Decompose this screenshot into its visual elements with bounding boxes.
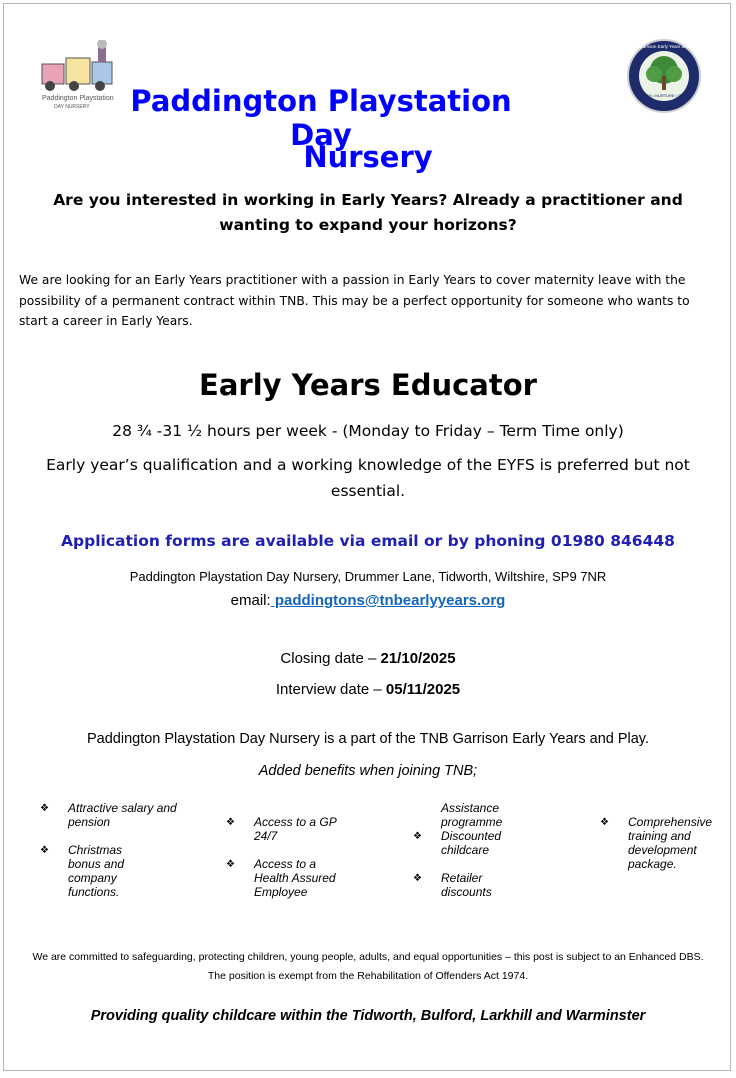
logo-left-text: Paddington Playstation [42,95,114,102]
logo-right-text: TNB Garrison Early Years and Play [628,44,700,49]
intro-question: Are you interested in working in Early Years? Already a practitioner and wanting to expand your horizons? [53,191,683,234]
bullet-diamond-icon: ❖ [600,817,609,828]
logo-left-sub: DAY NURSERY [54,104,90,110]
closing-date-value: 21/10/2025 [380,650,456,667]
benefits-list [0,800,736,910]
bullet-diamond-icon: ❖ [226,817,235,828]
page-title-line1: Paddington Playstation Day [130,84,512,152]
bullet-diamond-icon: ❖ [413,873,422,884]
benefit-item: Access to a Health Assured Employee [254,857,336,899]
email-link[interactable]: paddingtons@tnbearlyyears.org [270,592,506,609]
safeguarding-statement [0,948,736,986]
interview-date [0,681,736,698]
benefit-item: Comprehensive training and development package. [628,815,713,871]
closing-date-label: Closing date – [280,650,381,667]
email-label: email: [230,592,271,609]
benefit-item: Retailer discounts [441,871,492,899]
application-headline: Application forms are available via email or by phoning 01980 846448 [61,532,675,550]
benefit-item: Christmas bonus and company functions. [68,843,125,899]
bullet-diamond-icon: ❖ [40,845,49,856]
bullet-diamond-icon: ❖ [226,859,235,870]
intro-paragraph: We are looking for an Early Years practitioner with a passion in Early Years to cover maternity leave with the possibility of a permanent contract within TNB. This may be a perfect opportunity for someone who wants to start a career in Early Years. [19,273,690,328]
interview-date-value: 05/11/2025 [385,681,461,698]
part-of-statement: Paddington Playstation Day Nursery is a part of the TNB Garrison Early Years and Play. [86,731,650,747]
email-row [0,592,736,609]
job-title: Early Years Educator [199,368,537,402]
page-title-line2: Nursery [303,140,433,174]
tnb-logo [626,38,702,114]
job-qualification: Early year’s qualification and a working knowledge of the EYFS is preferred but not essential. [46,456,690,500]
benefit-item-continued: Assistance programme [441,801,503,829]
nursery-address: Paddington Playstation Day Nursery, Drummer Lane, Tidworth, Wiltshire, SP9 7NR [129,569,607,584]
benefit-item: Discounted childcare [441,829,502,857]
safeguarding-text: We are committed to safeguarding, protecting children, young people, adults, and equal opportunities – this post is subject to an Enhanced DBS. [32,951,704,963]
benefits-heading: Added benefits when joining TNB; [258,763,478,779]
bullet-diamond-icon: ❖ [413,831,422,842]
benefit-item: Attractive salary and pension [68,801,177,829]
exemption-text: The position is exempt from the Rehabilitation of Offenders Act 1974. [207,970,529,982]
bullet-diamond-icon: ❖ [40,803,49,814]
logo-right-motto: TEACH • NURTURE • BUILD [637,93,691,98]
closing-date [0,650,736,667]
interview-date-label: Interview date – [275,681,386,698]
benefit-item: Access to a GP 24/7 [254,815,337,843]
job-hours: 28 ¾ -31 ½ hours per week - (Monday to Friday – Term Time only) [112,422,624,440]
tagline: Providing quality childcare within the Tidworth, Bulford, Larkhill and Warminster [90,1008,646,1024]
